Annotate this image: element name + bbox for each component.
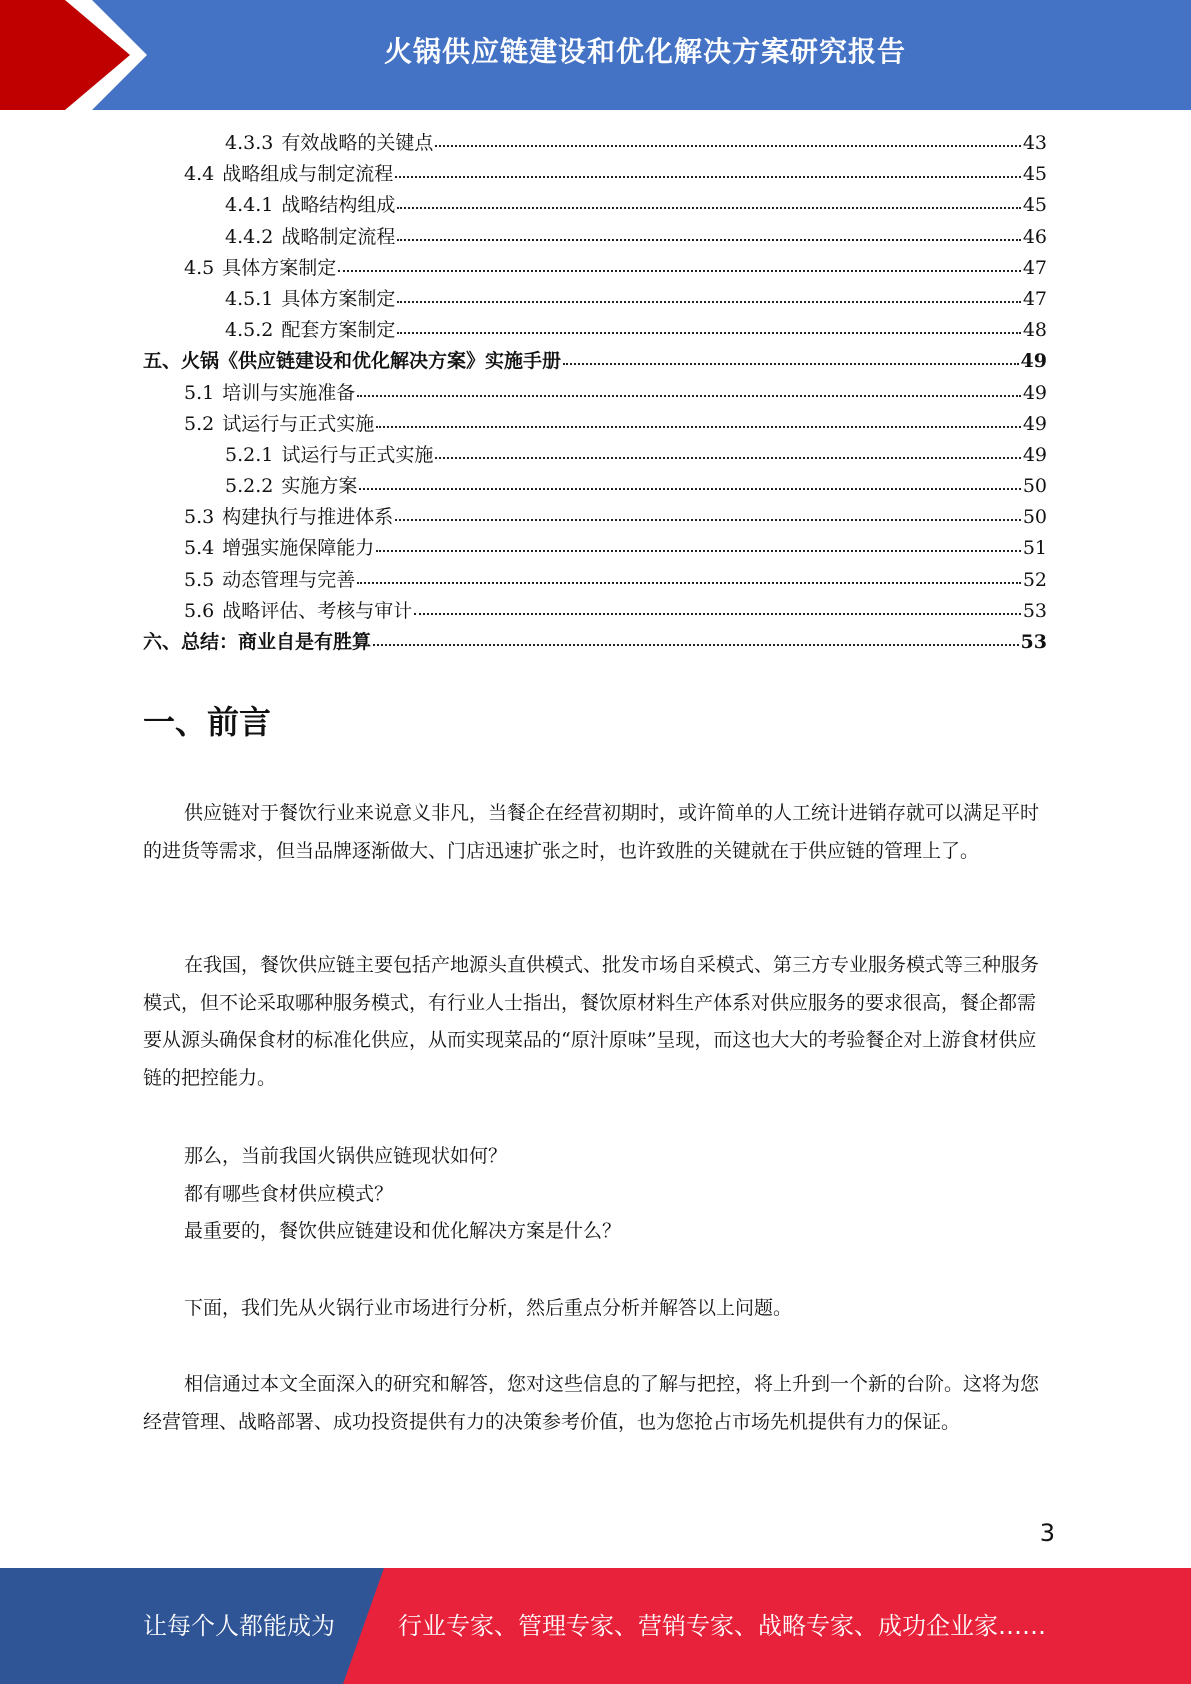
toc-entry-number: 4.4.1 (225, 194, 274, 217)
toc-entry-page: 47 (1022, 256, 1047, 279)
toc-entry-title: 六、总结：商业自是有胜算 (143, 631, 372, 653)
toc-entry-title: 战略结构组成 (281, 194, 396, 217)
toc-leader-dots (357, 389, 1021, 397)
toc-leader-dots (376, 420, 1021, 428)
toc-entry[interactable] (143, 128, 1047, 159)
toc-leader-dots (435, 139, 1020, 147)
toc-entry-page: 53 (1022, 599, 1047, 622)
toc-entry-title: 实施方案 (281, 475, 358, 498)
toc-leader-dots (359, 482, 1020, 490)
toc-entry[interactable] (143, 253, 1047, 284)
page-number: 3 (1039, 1519, 1055, 1547)
toc-entry[interactable] (143, 346, 1047, 377)
toc-entry-title: 试运行与正式实施 (281, 443, 434, 466)
toc-entry[interactable] (143, 565, 1047, 596)
toc-entry-page: 53 (1020, 631, 1047, 653)
toc-entry-title: 增强实施保障能力 (222, 537, 375, 560)
toc-leader-dots (338, 264, 1021, 272)
toc-entry[interactable] (143, 440, 1047, 471)
toc-leader-dots (435, 451, 1020, 459)
toc-entry-page: 47 (1022, 287, 1047, 310)
toc-leader-dots (414, 607, 1021, 615)
toc-entry-title: 有效战略的关键点 (281, 132, 434, 154)
paragraph-3: 下面，我们先从火锅行业市场进行分析，然后重点分析并解答以上问题。 (184, 1297, 793, 1319)
toc-entry-number: 4.4 (184, 163, 215, 186)
toc-leader-dots (397, 326, 1020, 334)
toc-entry-number: 5.5 (184, 568, 215, 591)
toc-leader-dots (376, 544, 1021, 552)
toc-entry-number: 5.2.1 (225, 443, 274, 466)
toc-entry-number: 4.5.2 (225, 319, 274, 342)
paragraph-2: 在我国，餐饮供应链主要包括产地源头直供模式、批发市场自采模式、第三方专业服务模式等三种服务模式，但不论采取哪种服务模式，有行业人士指出，餐饮原材料生产体系对供应服务的要求很高，餐企都需要从源头确保食材的标准化供应，从而实现菜品的“原汁原味”呈现，而这也大大的考验餐企对上游食材供应链的把控能力。 (143, 954, 1040, 1089)
table-of-contents (143, 128, 1047, 658)
toc-entry[interactable] (143, 222, 1047, 253)
paragraph-4: 相信通过本文全面深入的研究和解答，您对这些信息的了解与把控，将上升到一个新的台阶。这将为您经营管理、战略部署、成功投资提供有力的决策参考价值，也为您抢占市场先机提供有力的保证。 (143, 1373, 1040, 1433)
toc-entry-number: 5.2.2 (225, 475, 274, 498)
toc-entry-title: 战略组成与制定流程 (222, 163, 394, 186)
toc-entry-title: 具体方案制定 (281, 287, 396, 310)
toc-leader-dots (357, 576, 1021, 584)
toc-leader-dots (397, 295, 1020, 303)
toc-entry[interactable] (143, 627, 1047, 658)
toc-entry-page: 43 (1022, 132, 1047, 154)
toc-entry-title: 培训与实施准备 (222, 381, 356, 404)
toc-entry-page: 45 (1022, 194, 1047, 217)
toc-entry-title: 战略评估、考核与审计 (222, 599, 413, 622)
toc-entry[interactable] (143, 471, 1047, 502)
document-title: 火锅供应链建设和优化解决方案研究报告 (383, 35, 906, 68)
toc-entry[interactable] (143, 409, 1047, 440)
toc-entry[interactable] (143, 315, 1047, 346)
toc-entry[interactable] (143, 159, 1047, 190)
paragraph-1: 供应链对于餐饮行业来说意义非凡，当餐企在经营初期时，或许简单的人工统计进销存就可以满足平时的进货等需求，但当品牌逐渐做大、门店迅速扩张之时，也许致胜的关键就在于供应链的管理上了。 (143, 802, 1040, 862)
section-heading: 一、前言 (143, 703, 272, 741)
toc-entry-page: 49 (1020, 350, 1047, 373)
question-1: 那么，当前我国火锅供应链现状如何？ (184, 1145, 508, 1167)
toc-entry-page: 50 (1022, 506, 1047, 529)
toc-entry-page: 51 (1022, 537, 1047, 560)
toc-entry-number: 5.6 (184, 599, 215, 622)
toc-entry-number: 5.3 (184, 506, 215, 529)
toc-entry-title: 动态管理与完善 (222, 568, 356, 591)
page-header (0, 0, 1191, 110)
question-2: 都有哪些食材供应模式？ (184, 1182, 394, 1205)
toc-entry[interactable] (143, 596, 1047, 627)
toc-entry-number: 5.2 (184, 412, 215, 435)
question-3: 最重要的，餐饮供应链建设和优化解决方案是什么？ (184, 1220, 622, 1242)
toc-leader-dots (563, 357, 1019, 365)
toc-entry-title: 试运行与正式实施 (222, 412, 375, 435)
toc-entry-title: 战略制定流程 (281, 225, 396, 248)
toc-entry[interactable] (143, 378, 1047, 409)
toc-entry-title: 配套方案制定 (281, 319, 396, 342)
toc-entry-number: 4.5 (184, 256, 215, 279)
toc-leader-dots (397, 201, 1020, 209)
question-list (143, 1138, 1047, 1251)
toc-entry-number: 5.4 (184, 537, 215, 560)
toc-entry-page: 45 (1022, 163, 1047, 186)
toc-entry-number: 5.1 (184, 381, 215, 404)
toc-entry-page: 49 (1022, 443, 1047, 466)
toc-entry-page: 49 (1022, 412, 1047, 435)
toc-entry-title: 构建执行与推进体系 (222, 506, 394, 529)
footer-slogan-left: 让每个人都能成为 (143, 1612, 335, 1640)
toc-entry-page: 46 (1022, 225, 1047, 248)
toc-entry[interactable] (143, 533, 1047, 564)
toc-leader-dots (395, 513, 1021, 521)
page-footer (0, 1568, 1191, 1684)
toc-entry-number: 4.5.1 (225, 287, 274, 310)
toc-entry-page: 48 (1022, 319, 1047, 342)
footer-slogan-right: 行业专家、管理专家、营销专家、战略专家、成功企业家…… (398, 1612, 1046, 1640)
toc-leader-dots (373, 638, 1019, 646)
toc-entry[interactable] (143, 284, 1047, 315)
toc-entry-page: 50 (1022, 475, 1047, 498)
toc-entry-number: 4.4.2 (225, 225, 274, 248)
toc-entry-page: 49 (1022, 381, 1047, 404)
toc-entry-title: 具体方案制定 (222, 256, 337, 279)
toc-leader-dots (397, 233, 1020, 241)
toc-leader-dots (395, 170, 1021, 178)
toc-entry-page: 52 (1022, 568, 1047, 591)
toc-entry[interactable] (143, 190, 1047, 221)
toc-entry[interactable] (143, 502, 1047, 533)
toc-entry-title: 五、火锅《供应链建设和优化解决方案》实施手册 (143, 350, 562, 373)
toc-entry-number: 4.3.3 (225, 132, 274, 154)
